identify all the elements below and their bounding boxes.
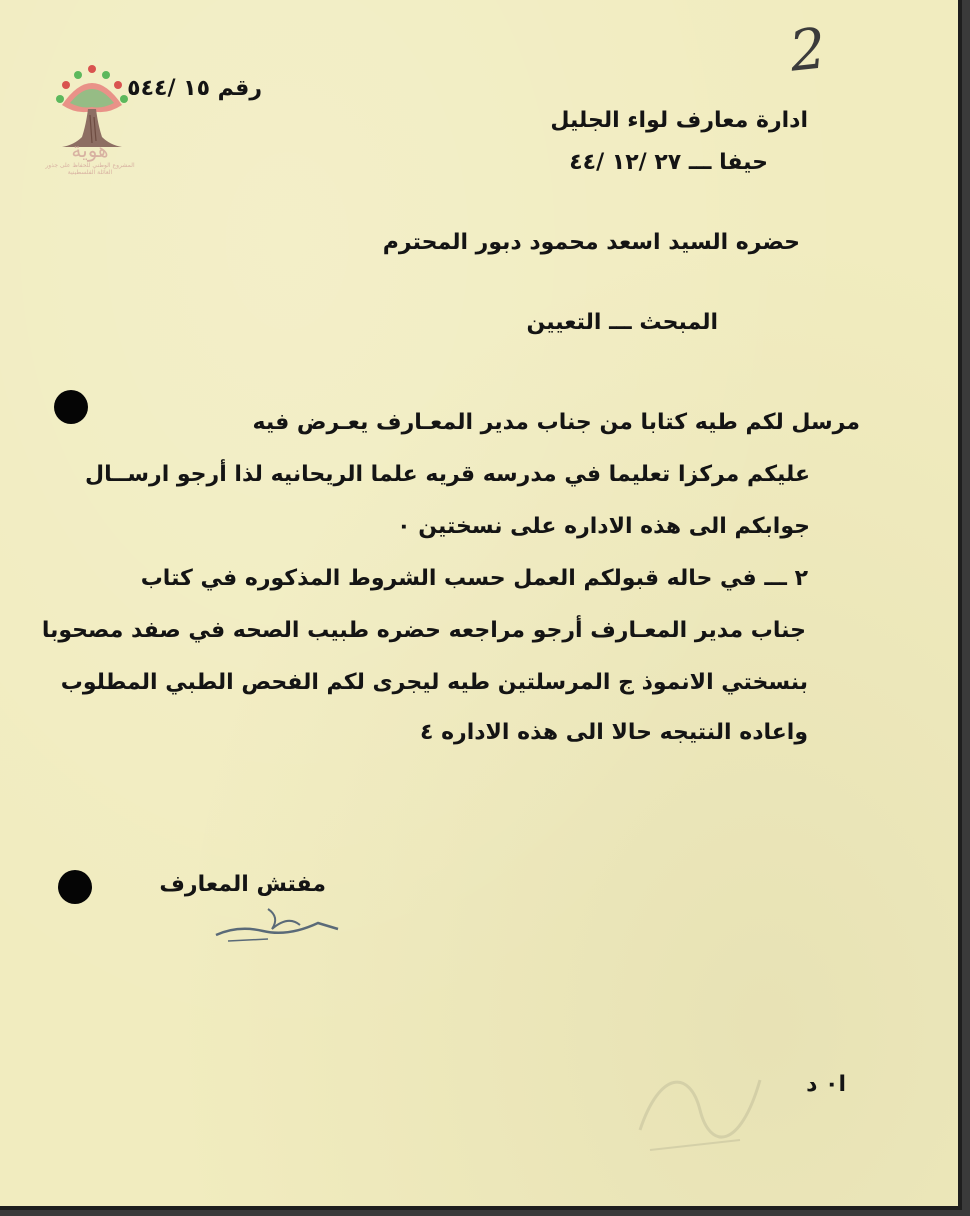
- body-line-4: ٢ ـــ في حاله قبولكم العمل حسب الشروط المذكوره في كتاب: [140, 566, 808, 591]
- body-line-1: مرسل لكم طيه كتابا من جناب مدير المعـارف يعـرض فيه: [252, 410, 860, 435]
- reference-number: رقم ١٥ /٥٤٤: [127, 76, 262, 101]
- punch-hole-bottom: [58, 870, 92, 904]
- body-line-6: بنسختي الانموذ ج المرسلتين طيه ليجرى لكم الفحص الطبي المطلوب: [60, 670, 808, 695]
- body-line-7: واعاده النتيجه حالا الى هذه الاداره ٤: [419, 720, 808, 745]
- signatory-title: مفتش المعارف: [159, 872, 326, 897]
- footer-initials: ا٠ د: [806, 1072, 846, 1097]
- place-and-date: حيفا ـــ ٢٧ /١٢ /٤٤: [569, 150, 768, 175]
- office-name: ادارة معارف لواء الجليل: [550, 108, 808, 133]
- body-line-2: عليكم مركزا تعليما في مدرسه قريه علما الريحانيه لذا أرجو ارســال: [85, 462, 810, 487]
- body-line-3: جوابكم الى هذه الاداره على نسختين ٠: [397, 514, 810, 539]
- body-line-5: جناب مدير المعـارف أرجو مراجعه حضره طبيب الصحه في صفد مصحوبا: [41, 618, 806, 643]
- subject-line: المبحث ـــ التعيين: [526, 310, 718, 335]
- punch-hole-top: [54, 390, 88, 424]
- addressee: حضره السيد اسعد محمود دبور المحترم: [382, 230, 800, 255]
- logo-name: هوية: [71, 138, 109, 162]
- logo-tagline: المشروع الوطني للحفاظ على جذور العائلة الفلسطينية: [45, 162, 135, 176]
- handwritten-page-number: 2: [786, 16, 829, 85]
- faint-stamp-mark: [620, 1050, 770, 1160]
- logo-caption: [40, 138, 140, 176]
- handwritten-signature: [208, 895, 348, 955]
